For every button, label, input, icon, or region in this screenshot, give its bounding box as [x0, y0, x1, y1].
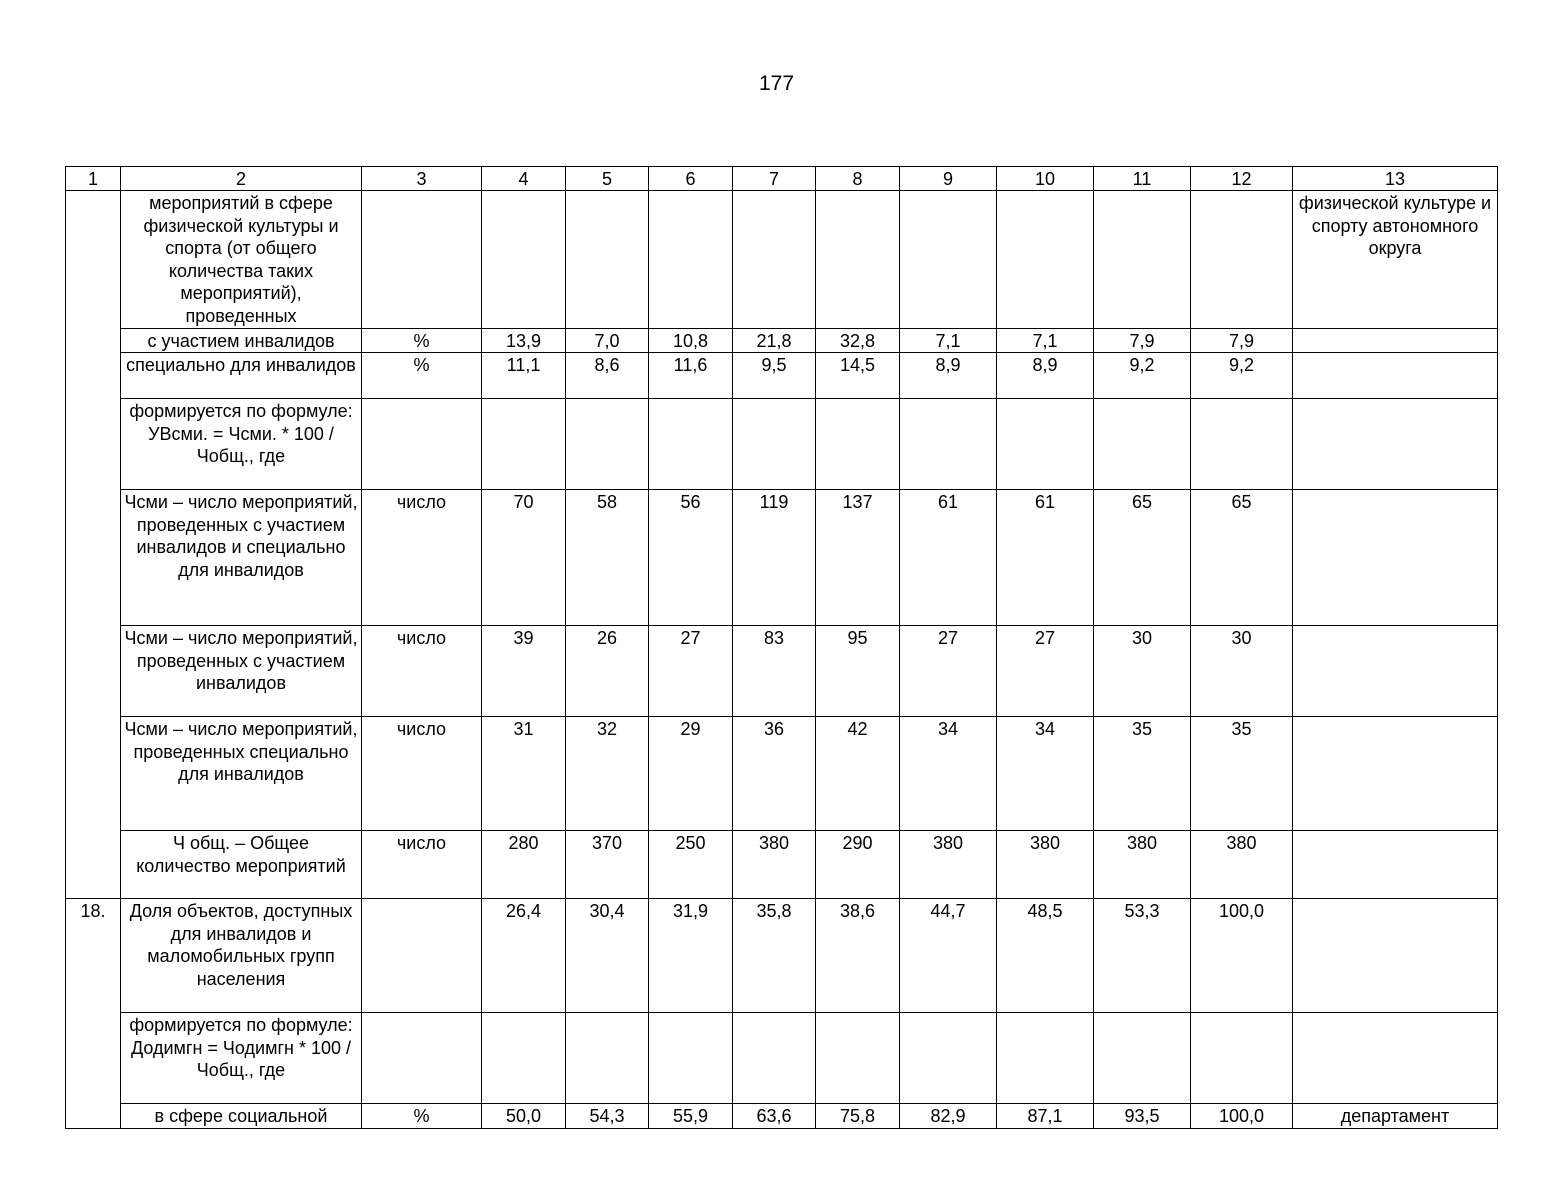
- responsible-cell: [1293, 490, 1498, 626]
- value-cell-col-12: 35: [1191, 717, 1293, 831]
- value-cell-col-4: [482, 1013, 566, 1104]
- value-cell-col-4: [482, 191, 566, 329]
- value-cell-col-12: [1191, 1013, 1293, 1104]
- header-cell-12: 12: [1191, 167, 1293, 191]
- value-cell-col-4: 31: [482, 717, 566, 831]
- value-cell-col-9: 34: [900, 717, 997, 831]
- header-cell-11: 11: [1094, 167, 1191, 191]
- header-cell-6: 6: [649, 167, 733, 191]
- value-cell-col-9: 7,1: [900, 328, 997, 353]
- value-cell-col-12: [1191, 191, 1293, 329]
- indicator-name-cell: специально для инвалидов: [121, 353, 362, 399]
- header-cell-1: 1: [66, 167, 121, 191]
- value-cell-col-4: 70: [482, 490, 566, 626]
- value-cell-col-11: 93,5: [1094, 1104, 1191, 1129]
- value-cell-col-10: 87,1: [997, 1104, 1094, 1129]
- value-cell-col-6: [649, 191, 733, 329]
- table-row: [66, 1104, 1498, 1129]
- value-cell-col-6: [649, 1013, 733, 1104]
- indicator-name-cell: Ч общ. – Общее количество мероприятий: [121, 831, 362, 899]
- value-cell-col-4: 39: [482, 626, 566, 717]
- value-cell-col-5: [566, 191, 649, 329]
- responsible-cell: [1293, 353, 1498, 399]
- responsible-cell: физической культуре и спорту автономного округа: [1293, 191, 1498, 329]
- responsible-cell: [1293, 899, 1498, 1013]
- value-cell-col-11: 53,3: [1094, 899, 1191, 1013]
- indicator-name-cell: Чсми – число мероприятий, проведенных специально для инвалидов: [121, 717, 362, 831]
- value-cell-col-5: 26: [566, 626, 649, 717]
- value-cell-col-10: 380: [997, 831, 1094, 899]
- value-cell-col-8: 42: [816, 717, 900, 831]
- unit-cell: %: [362, 353, 482, 399]
- value-cell-col-7: 83: [733, 626, 816, 717]
- value-cell-col-6: [649, 399, 733, 490]
- header-cell-3: 3: [362, 167, 482, 191]
- value-cell-col-5: 54,3: [566, 1104, 649, 1129]
- table-row: [66, 399, 1498, 490]
- table-header-row: [66, 167, 1498, 191]
- value-cell-col-10: 8,9: [997, 353, 1094, 399]
- value-cell-col-5: 7,0: [566, 328, 649, 353]
- table-row: [66, 328, 1498, 353]
- value-cell-col-4: 50,0: [482, 1104, 566, 1129]
- table-row: [66, 490, 1498, 626]
- table-row: [66, 626, 1498, 717]
- value-cell-col-7: 380: [733, 831, 816, 899]
- value-cell-col-10: 48,5: [997, 899, 1094, 1013]
- page-number: 177: [758, 72, 795, 95]
- value-cell-col-6: 31,9: [649, 899, 733, 1013]
- value-cell-col-10: [997, 399, 1094, 490]
- value-cell-col-11: 30: [1094, 626, 1191, 717]
- header-cell-10: 10: [997, 167, 1094, 191]
- value-cell-col-10: 27: [997, 626, 1094, 717]
- responsible-cell: [1293, 626, 1498, 717]
- value-cell-col-11: [1094, 191, 1191, 329]
- indicators-table: [65, 166, 1498, 1129]
- value-cell-col-5: 58: [566, 490, 649, 626]
- value-cell-col-8: 95: [816, 626, 900, 717]
- value-cell-col-6: 250: [649, 831, 733, 899]
- value-cell-col-5: 370: [566, 831, 649, 899]
- value-cell-col-7: [733, 1013, 816, 1104]
- value-cell-col-7: 9,5: [733, 353, 816, 399]
- value-cell-col-8: 137: [816, 490, 900, 626]
- responsible-cell: [1293, 831, 1498, 899]
- indicator-name-cell: Доля объектов, доступных для инвалидов и маломобильных групп населения: [121, 899, 362, 1013]
- value-cell-col-7: [733, 399, 816, 490]
- table-row: [66, 191, 1498, 329]
- row-number-cell: 18.: [66, 899, 121, 1129]
- indicator-name-cell: формируется по формуле: Додимгн = Чодимгн * 100 / Чобщ., где: [121, 1013, 362, 1104]
- value-cell-col-9: 8,9: [900, 353, 997, 399]
- value-cell-col-9: [900, 1013, 997, 1104]
- value-cell-col-4: [482, 399, 566, 490]
- value-cell-col-12: 65: [1191, 490, 1293, 626]
- value-cell-col-11: 380: [1094, 831, 1191, 899]
- value-cell-col-5: [566, 1013, 649, 1104]
- value-cell-col-5: 8,6: [566, 353, 649, 399]
- value-cell-col-7: 36: [733, 717, 816, 831]
- unit-cell: [362, 191, 482, 329]
- value-cell-col-10: [997, 191, 1094, 329]
- header-cell-4: 4: [482, 167, 566, 191]
- value-cell-col-10: 7,1: [997, 328, 1094, 353]
- indicator-name-cell: формируется по формуле: УВсми. = Чсми. * 100 / Чобщ., где: [121, 399, 362, 490]
- value-cell-col-6: 11,6: [649, 353, 733, 399]
- value-cell-col-11: 7,9: [1094, 328, 1191, 353]
- value-cell-col-10: 61: [997, 490, 1094, 626]
- value-cell-col-9: 82,9: [900, 1104, 997, 1129]
- value-cell-col-12: [1191, 399, 1293, 490]
- unit-cell: %: [362, 1104, 482, 1129]
- value-cell-col-12: 380: [1191, 831, 1293, 899]
- value-cell-col-6: 56: [649, 490, 733, 626]
- value-cell-col-5: 30,4: [566, 899, 649, 1013]
- value-cell-col-8: [816, 191, 900, 329]
- value-cell-col-8: 75,8: [816, 1104, 900, 1129]
- value-cell-col-9: 27: [900, 626, 997, 717]
- value-cell-col-4: 26,4: [482, 899, 566, 1013]
- indicator-name-cell: Чсми – число мероприятий, проведенных с участием инвалидов и специально для инвалидов: [121, 490, 362, 626]
- value-cell-col-11: 35: [1094, 717, 1191, 831]
- responsible-cell: [1293, 1013, 1498, 1104]
- value-cell-col-9: 44,7: [900, 899, 997, 1013]
- value-cell-col-12: 100,0: [1191, 1104, 1293, 1129]
- value-cell-col-8: [816, 1013, 900, 1104]
- value-cell-col-5: [566, 399, 649, 490]
- header-cell-5: 5: [566, 167, 649, 191]
- value-cell-col-4: 11,1: [482, 353, 566, 399]
- value-cell-col-11: 65: [1094, 490, 1191, 626]
- value-cell-col-6: 55,9: [649, 1104, 733, 1129]
- header-cell-13: 13: [1293, 167, 1498, 191]
- unit-cell: число: [362, 831, 482, 899]
- value-cell-col-11: 9,2: [1094, 353, 1191, 399]
- value-cell-col-8: 32,8: [816, 328, 900, 353]
- value-cell-col-9: 61: [900, 490, 997, 626]
- table-row: [66, 1013, 1498, 1104]
- indicator-name-cell: с участием инвалидов: [121, 328, 362, 353]
- value-cell-col-8: 290: [816, 831, 900, 899]
- value-cell-col-4: 280: [482, 831, 566, 899]
- value-cell-col-8: 38,6: [816, 899, 900, 1013]
- indicator-name-cell: Чсми – число мероприятий, проведенных с участием инвалидов: [121, 626, 362, 717]
- value-cell-col-7: 63,6: [733, 1104, 816, 1129]
- value-cell-col-7: 35,8: [733, 899, 816, 1013]
- responsible-cell: департамент: [1293, 1104, 1498, 1129]
- value-cell-col-6: 29: [649, 717, 733, 831]
- table-row: [66, 353, 1498, 399]
- value-cell-col-4: 13,9: [482, 328, 566, 353]
- header-cell-9: 9: [900, 167, 997, 191]
- value-cell-col-8: [816, 399, 900, 490]
- indicator-name-cell: мероприятий в сфере физической культуры и спорта (от общего количества таких мероприятий), проведенных: [121, 191, 362, 329]
- value-cell-col-7: 119: [733, 490, 816, 626]
- unit-cell: число: [362, 490, 482, 626]
- row-number-cell: [66, 191, 121, 899]
- table-row: [66, 899, 1498, 1013]
- value-cell-col-9: [900, 399, 997, 490]
- header-cell-7: 7: [733, 167, 816, 191]
- value-cell-col-8: 14,5: [816, 353, 900, 399]
- value-cell-col-12: 100,0: [1191, 899, 1293, 1013]
- value-cell-col-9: [900, 191, 997, 329]
- unit-cell: [362, 899, 482, 1013]
- responsible-cell: [1293, 717, 1498, 831]
- value-cell-col-7: 21,8: [733, 328, 816, 353]
- responsible-cell: [1293, 399, 1498, 490]
- responsible-cell: [1293, 328, 1498, 353]
- value-cell-col-6: 10,8: [649, 328, 733, 353]
- value-cell-col-5: 32: [566, 717, 649, 831]
- value-cell-col-12: 30: [1191, 626, 1293, 717]
- indicator-name-cell: в сфере социальной: [121, 1104, 362, 1129]
- value-cell-col-10: [997, 1013, 1094, 1104]
- unit-cell: %: [362, 328, 482, 353]
- value-cell-col-12: 9,2: [1191, 353, 1293, 399]
- header-cell-2: 2: [121, 167, 362, 191]
- value-cell-col-11: [1094, 399, 1191, 490]
- unit-cell: [362, 399, 482, 490]
- unit-cell: число: [362, 717, 482, 831]
- value-cell-col-12: 7,9: [1191, 328, 1293, 353]
- header-cell-8: 8: [816, 167, 900, 191]
- value-cell-col-6: 27: [649, 626, 733, 717]
- value-cell-col-10: 34: [997, 717, 1094, 831]
- value-cell-col-11: [1094, 1013, 1191, 1104]
- unit-cell: число: [362, 626, 482, 717]
- table-row: [66, 717, 1498, 831]
- value-cell-col-9: 380: [900, 831, 997, 899]
- unit-cell: [362, 1013, 482, 1104]
- value-cell-col-7: [733, 191, 816, 329]
- table-row: [66, 831, 1498, 899]
